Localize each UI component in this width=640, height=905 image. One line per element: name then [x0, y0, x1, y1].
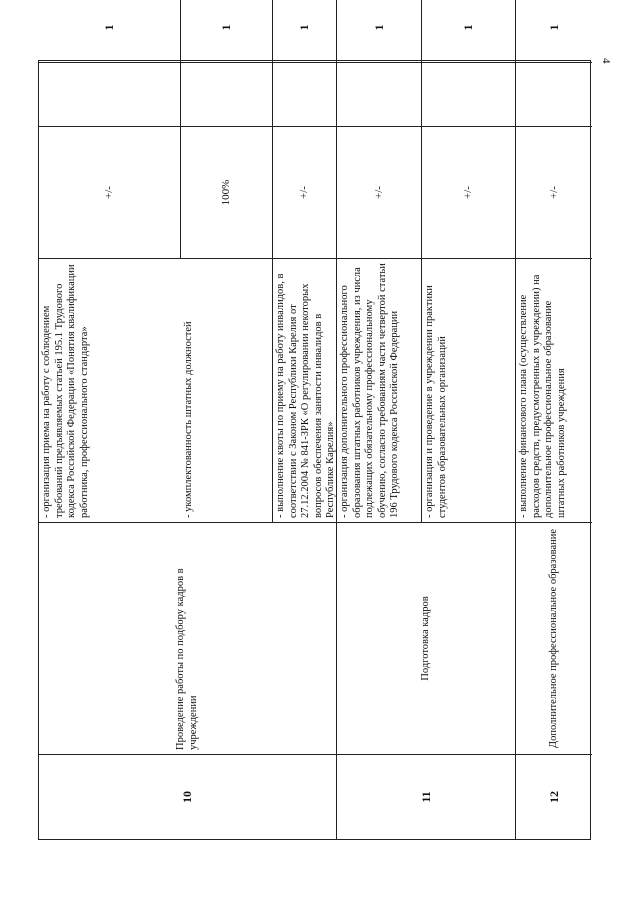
row-number: 12	[516, 754, 592, 839]
criterion-value: 100%	[181, 126, 273, 258]
criterion-value: +/-	[516, 126, 592, 258]
criterion-text: - выполнение квоты по приему на работу инвалидов, в соответствии с Законом Республики Карелия от 27.12.2004 № 841-ЗРК «О регулировании некоторых вопросов обеспечения занятости инвалидов в Республике Карелия»	[273, 258, 337, 522]
empty-cell	[422, 62, 516, 126]
criterion-points: 1	[337, 0, 422, 62]
criterion-text: - организация и проведение в учреждении практики студентов образовательных организаций	[422, 258, 516, 522]
row-name: Дополнительное профессиональное образование	[516, 522, 592, 754]
criteria-table	[38, 24, 591, 840]
criterion-points: 1	[181, 0, 273, 62]
criterion-value: +/-	[422, 126, 516, 258]
criterion-text: - организация приема на работу с соблюдением требований предъявляемых статьей 195.1 Трудового кодекса Российской Федерации «Понятия квалификации работника, профессионального стандарта»	[39, 258, 181, 522]
row-name: Проведение работы по подбору кадров в учреждении	[39, 522, 337, 754]
row-number: 11	[337, 754, 516, 839]
criterion-points: 1	[516, 0, 592, 62]
empty-cell	[181, 62, 273, 126]
row-name: Подготовка кадров	[337, 522, 516, 754]
empty-cell	[39, 62, 181, 126]
empty-cell	[337, 62, 422, 126]
criterion-points: 1	[422, 0, 516, 62]
criterion-points: 1	[273, 0, 337, 62]
criterion-value: +/-	[39, 126, 181, 258]
criterion-text: - укомплектованность штатных должностей	[181, 258, 273, 522]
criterion-text: - выполнение финансового плана (осуществление расходов средств, предусмотренных в учреждении) на дополнительное профессиональное образование штатных работников учреждения	[516, 258, 592, 522]
empty-cell	[516, 62, 592, 126]
rotated-table-frame	[38, 24, 591, 840]
criterion-points: 1	[39, 0, 181, 62]
criterion-value: +/-	[337, 126, 422, 258]
row-number: 10	[39, 754, 337, 839]
page-number: 4	[600, 58, 612, 64]
criterion-value: +/-	[273, 126, 337, 258]
criterion-text: - организация дополнительного профессионального образования штатных работников учреждения, из числа подлежащих обязательному профессиональному обучению, согласно требованиям части четвертой статьи 196 Трудового кодекса Российской Федерации	[337, 258, 422, 522]
empty-cell	[273, 62, 337, 126]
